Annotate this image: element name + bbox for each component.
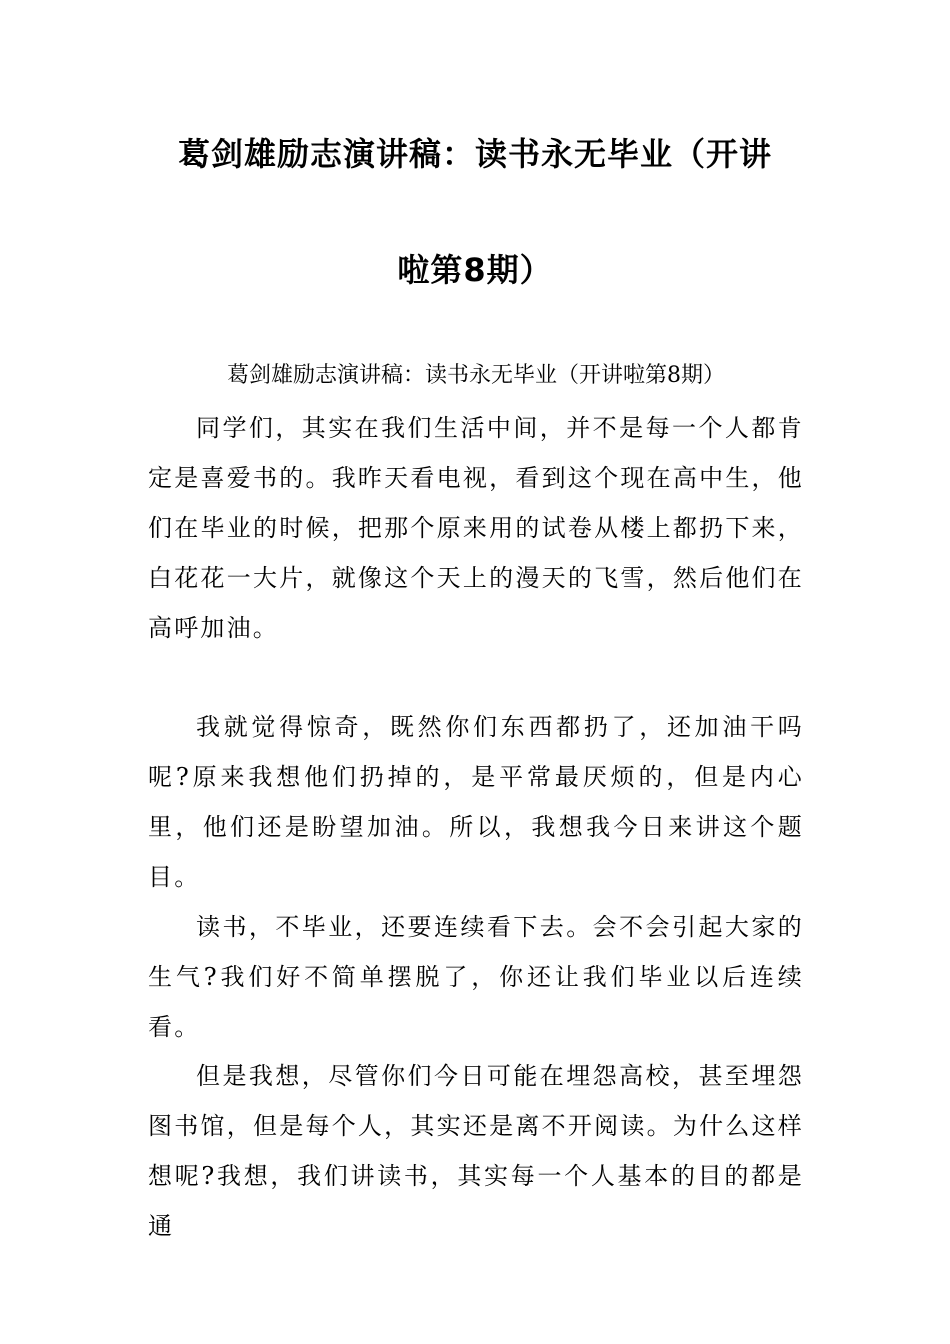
- paragraph-1: 同学们，其实在我们生活中间，并不是每一个人都肯定是喜爱书的。我昨天看电视，看到这个现在高中生，他们在毕业的时候，把那个原来用的试卷从楼上都扔下来，白花花一大片，就像这个天上的漫天的飞雪，然后他们在高呼加油。: [148, 414, 804, 642]
- document-title-line-1: 葛剑雄励志演讲稿：读书永无毕业（开讲: [177, 135, 772, 173]
- paragraph-3: 读书，不毕业，还要连续看下去。会不会引起大家的生气?我们好不简单摆脱了，你还让我们毕业以后连续看。: [148, 913, 804, 1041]
- paragraph-2: 我就觉得惊奇，既然你们东西都扔了，还加油干吗呢?原来我想他们扔掉的，是平常最厌烦的，但是内心里，他们还是盼望加油。所以，我想我今日来讲这个题目。: [148, 713, 804, 891]
- paragraph-4: 但是我想，尽管你们今日可能在埋怨高校，甚至埋怨图书馆，但是每个人，其实还是离不开阅读。为什么这样想呢?我想，我们讲读书，其实每一个人基本的目的都是通: [148, 1062, 804, 1240]
- document-subtitle: 葛剑雄励志演讲稿：读书永无毕业（开讲啦第8期）: [227, 363, 725, 388]
- document-title-line-2: 啦第8期）: [397, 251, 553, 289]
